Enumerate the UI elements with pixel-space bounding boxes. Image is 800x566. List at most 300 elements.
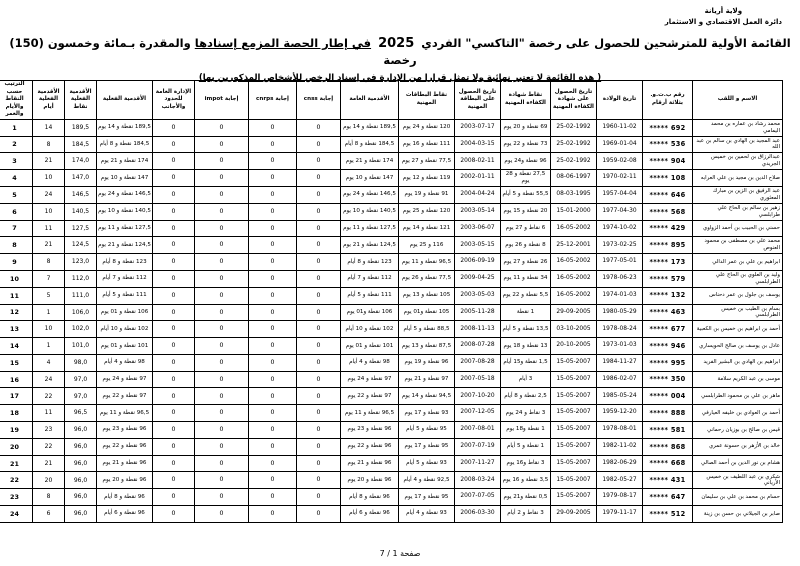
cell-general_seniority: 174 نقطة و 21 يوم — [341, 153, 399, 170]
cell-card_date: 2002-01-11 — [455, 170, 501, 187]
cell-card_points: 111 نقطة و 16 يوم — [399, 136, 455, 153]
table-container — [4, 80, 783, 523]
cell-rank: 22 — [0, 472, 33, 489]
cell-rank: 19 — [0, 422, 33, 439]
cell-rank: 5 — [0, 186, 33, 203]
cell-border_admin: 0 — [153, 472, 195, 489]
cell-card_points: 95 نقطة و 17 يوم — [399, 489, 455, 506]
cell-card_points: 93 نقطة و 5 أيام — [399, 455, 455, 472]
cell-card_date: 2008-03-24 — [455, 472, 501, 489]
cell-id: ***** 677 — [643, 321, 693, 338]
cell-dob: 1986-02-07 — [597, 371, 643, 388]
cell-dob: 1982-05-27 — [597, 472, 643, 489]
cell-dob: 1974-10-02 — [597, 220, 643, 237]
cell-name: عبدالرزاق بن لحمين بن خميس الجريدي — [693, 153, 783, 170]
table-row — [0, 136, 783, 153]
cell-cert_points: 1,5 نقطة و15 أيام — [501, 354, 551, 371]
cell-name: ماهر بن علي بن محمود الطرابلسي — [693, 388, 783, 405]
title-start: القائمة الأولية للمترشحين للحصول على رخصة "التاكسي" الفردي — [421, 36, 791, 50]
cell-card_points: 94,5 نقطة و 14 يوم — [399, 388, 455, 405]
cell-id: ***** 895 — [643, 237, 693, 254]
column-header-cnss: إجابة cnss — [297, 81, 341, 120]
cell-seniority_days: 5 — [33, 287, 65, 304]
cell-impot: 0 — [195, 153, 249, 170]
cell-general_seniority: 189,5 نقطة و 14 يوم — [341, 119, 399, 136]
cell-cert_date: 15-05-2007 — [551, 438, 597, 455]
cell-cert_date: 29-09-2005 — [551, 304, 597, 321]
cell-card_points: 95 نقطة و 17 يوم — [399, 438, 455, 455]
table-row — [0, 287, 783, 304]
cell-general_seniority: 96 نقطة و 20 يوم — [341, 472, 399, 489]
cell-impot: 0 — [195, 170, 249, 187]
cell-seniority_days: 21 — [33, 237, 65, 254]
cell-card_date: 2007-08-28 — [455, 354, 501, 371]
cell-impot: 0 — [195, 237, 249, 254]
cell-card_date: 2003-06-07 — [455, 220, 501, 237]
cell-rank: 14 — [0, 338, 33, 355]
cell-actual_seniority: 189,5 نقطة و 14 يوم — [97, 119, 153, 136]
cell-cnrps: 0 — [249, 489, 297, 506]
cell-actual_seniority: 184,5 نقطة و 8 أيام — [97, 136, 153, 153]
cell-seniority_days: 8 — [33, 136, 65, 153]
cell-card_points: 105 نقطة و01 يوم — [399, 304, 455, 321]
column-header-border_admin: الإدارة العامة للحدود والأجانب — [153, 81, 195, 120]
cell-card_points: 92,5 نقطة و 4 أيام — [399, 472, 455, 489]
cell-id: ***** 646 — [643, 186, 693, 203]
cell-seniority_days: 8 — [33, 489, 65, 506]
cell-id: ***** 579 — [643, 270, 693, 287]
cell-card_date: 2003-05-14 — [455, 203, 501, 220]
cell-cert_points: 0,5 نقطة و21 يوم — [501, 489, 551, 506]
cell-cert_date: 15-05-2007 — [551, 371, 597, 388]
cell-general_seniority: 96 نقطة و 23 يوم — [341, 422, 399, 439]
cell-id: ***** 668 — [643, 455, 693, 472]
cell-impot: 0 — [195, 489, 249, 506]
table-row — [0, 472, 783, 489]
cell-border_admin: 0 — [153, 354, 195, 371]
title-end: والمقدرة بـمائة وخمسون (150) رخصة — [9, 36, 417, 67]
table-row — [0, 153, 783, 170]
cell-cnrps: 0 — [249, 287, 297, 304]
org-line-wilaya: ولاية أريانة — [704, 7, 743, 15]
cell-id: ***** 946 — [643, 338, 693, 355]
cell-card_date: 2009-04-25 — [455, 270, 501, 287]
cell-border_admin: 0 — [153, 254, 195, 271]
cell-card_date: 2006-03-30 — [455, 506, 501, 523]
cell-actual_seniority: 140,5 نقطة و 10 يوم — [97, 203, 153, 220]
cell-cnss: 0 — [297, 506, 341, 523]
table-row — [0, 506, 783, 523]
cell-rank: 15 — [0, 354, 33, 371]
cell-seniority_points: 106,0 — [65, 304, 97, 321]
cell-name: هشام بن نور الدين بن أحمد الصالي — [693, 455, 783, 472]
org-header — [665, 6, 782, 27]
cell-dob: 1970-02-11 — [597, 170, 643, 187]
candidates-table — [0, 80, 783, 523]
cell-cert_date: 03-10-2005 — [551, 321, 597, 338]
cell-cert_points: 55,5 نقطة و 5 أيام — [501, 186, 551, 203]
cell-cnrps: 0 — [249, 472, 297, 489]
cell-cert_points: 96 نقطة و24 يوم — [501, 153, 551, 170]
cell-cnrps: 0 — [249, 270, 297, 287]
cell-card_points: 105 نقطة و 13 يوم — [399, 287, 455, 304]
cell-impot: 0 — [195, 270, 249, 287]
cell-name: صابر بن الجيلاني بن حسن بن زينة — [693, 506, 783, 523]
cell-rank: 10 — [0, 270, 33, 287]
cell-card_date: 2003-05-03 — [455, 287, 501, 304]
cell-cert_date: 15-05-2007 — [551, 422, 597, 439]
cell-rank: 11 — [0, 287, 33, 304]
cell-seniority_points: 96,0 — [65, 506, 97, 523]
cell-dob: 1980-05-29 — [597, 304, 643, 321]
cell-cert_points: 1 نقطة و18 يوم — [501, 422, 551, 439]
cell-cnrps: 0 — [249, 170, 297, 187]
cell-actual_seniority: 96 نقطة و 23 يوم — [97, 422, 153, 439]
cell-seniority_days: 10 — [33, 170, 65, 187]
cell-card_points: 120 نقطة و 25 يوم — [399, 203, 455, 220]
cell-seniority_points: 127,5 — [65, 220, 97, 237]
table-row — [0, 203, 783, 220]
cell-rank: 16 — [0, 371, 33, 388]
table-row — [0, 119, 783, 136]
cell-card_date: 2007-12-05 — [455, 405, 501, 422]
cell-impot: 0 — [195, 455, 249, 472]
column-header-actual_seniority: الأقدمية الفعلية — [97, 81, 153, 120]
cell-border_admin: 0 — [153, 119, 195, 136]
column-header-dob: تاريخ الولادة — [597, 81, 643, 120]
cell-general_seniority: 147 نقطة و 10 يوم — [341, 170, 399, 187]
cell-seniority_points: 97,0 — [65, 371, 97, 388]
cell-cnss: 0 — [297, 237, 341, 254]
cell-seniority_points: 96,0 — [65, 438, 97, 455]
cell-seniority_points: 124,5 — [65, 237, 97, 254]
cell-general_seniority: 102 نقطة و 10 أيام — [341, 321, 399, 338]
cell-cnss: 0 — [297, 287, 341, 304]
cell-name: قيس بن صالح بن بوزيان رحماني — [693, 422, 783, 439]
cell-card_date: 2003-05-15 — [455, 237, 501, 254]
cell-card_points: 116 و 25 يوم — [399, 237, 455, 254]
cell-general_seniority: 96 نقطة و 21 يوم — [341, 455, 399, 472]
cell-cert_points: 3,5 نقطة و 16 يوم — [501, 472, 551, 489]
column-header-card_points: نقاط البطاقات المهنية — [399, 81, 455, 120]
cell-dob: 1978-06-23 — [597, 270, 643, 287]
cell-cert_date: 25-02-1992 — [551, 119, 597, 136]
table-row — [0, 254, 783, 271]
cell-rank: 6 — [0, 203, 33, 220]
cell-cnss: 0 — [297, 170, 341, 187]
cell-seniority_points: 96,0 — [65, 422, 97, 439]
cell-cert_date: 08-03-1995 — [551, 186, 597, 203]
cell-dob: 1984-11-27 — [597, 354, 643, 371]
cell-actual_seniority: 112 نقطة و 7 أيام — [97, 270, 153, 287]
cell-rank: 21 — [0, 455, 33, 472]
cell-dob: 1959-12-20 — [597, 405, 643, 422]
cell-general_seniority: 97 نقطة و 22 يوم — [341, 388, 399, 405]
cell-name: خالد بن الأزهر بن حسونة عمري — [693, 438, 783, 455]
cell-impot: 0 — [195, 186, 249, 203]
cell-name: وليد بن العلوي بن الحاج علي الطرابلسي — [693, 270, 783, 287]
cell-id: ***** 647 — [643, 489, 693, 506]
cell-dob: 1982-11-02 — [597, 438, 643, 455]
cell-cnss: 0 — [297, 220, 341, 237]
cell-seniority_points: 96,0 — [65, 489, 97, 506]
cell-actual_seniority: 146,5 نقطة و 24 يوم — [97, 186, 153, 203]
cell-dob: 1977-05-01 — [597, 254, 643, 271]
column-header-cnrps: إجابة cnrps — [249, 81, 297, 120]
cell-impot: 0 — [195, 422, 249, 439]
cell-cert_points: 27,5 نقطة و 28 يوم — [501, 170, 551, 187]
cell-general_seniority: 106 نقطة و01 يوم — [341, 304, 399, 321]
cell-cert_points: 73 نقطة و 22 يوم — [501, 136, 551, 153]
cell-cnrps: 0 — [249, 405, 297, 422]
cell-seniority_points: 112,0 — [65, 270, 97, 287]
cell-cnss: 0 — [297, 388, 341, 405]
cell-cert_points: 5,5 نقطة و 22 يوم — [501, 287, 551, 304]
cell-border_admin: 0 — [153, 136, 195, 153]
cell-general_seniority: 124,5 نقطة و 21 يوم — [341, 237, 399, 254]
cell-actual_seniority: 106 نقطة و 01 يوم — [97, 304, 153, 321]
cell-cert_date: 16-05-2002 — [551, 220, 597, 237]
column-header-rank: الترتيب حسب النقاط والأيام والعمر — [0, 81, 33, 120]
cell-name: ابراهيم بن علي بن عمر الدالي — [693, 254, 783, 271]
cell-cert_points: 34 نقطة و 11 يوم — [501, 270, 551, 287]
cell-cnss: 0 — [297, 354, 341, 371]
cell-cnrps: 0 — [249, 338, 297, 355]
cell-id: ***** 431 — [643, 472, 693, 489]
cell-id: ***** 888 — [643, 405, 693, 422]
cell-card_date: 2006-09-19 — [455, 254, 501, 271]
cell-seniority_days: 10 — [33, 321, 65, 338]
cell-cert_points: 1 نقطة و 5 أيام — [501, 438, 551, 455]
cell-border_admin: 0 — [153, 321, 195, 338]
cell-seniority_days: 11 — [33, 220, 65, 237]
cell-seniority_points: 96,0 — [65, 455, 97, 472]
cell-impot: 0 — [195, 220, 249, 237]
cell-name: موسى بن عبد الكريم سلامة — [693, 371, 783, 388]
cell-cnrps: 0 — [249, 153, 297, 170]
cell-general_seniority: 140,5 نقطة و 10 يوم — [341, 203, 399, 220]
cell-cnss: 0 — [297, 254, 341, 271]
cell-rank: 23 — [0, 489, 33, 506]
cell-seniority_days: 24 — [33, 186, 65, 203]
cell-cnss: 0 — [297, 338, 341, 355]
cell-rank: 1 — [0, 119, 33, 136]
cell-cnss: 0 — [297, 270, 341, 287]
cell-seniority_points: 111,0 — [65, 287, 97, 304]
cell-cert_date: 08-06-1997 — [551, 170, 597, 187]
cell-id: ***** 868 — [643, 438, 693, 455]
cell-cert_date: 25-02-1992 — [551, 153, 597, 170]
cell-actual_seniority: 124,5 نقطة و 21 يوم — [97, 237, 153, 254]
cell-actual_seniority: 147 نقطة و 10 يوم — [97, 170, 153, 187]
cell-dob: 1978-08-01 — [597, 422, 643, 439]
cell-impot: 0 — [195, 388, 249, 405]
cell-border_admin: 0 — [153, 371, 195, 388]
cell-rank: 18 — [0, 405, 33, 422]
cell-card_points: 95 نقطة و 5 أيام — [399, 422, 455, 439]
cell-cert_points: 69 نقطة و 20 يوم — [501, 119, 551, 136]
cell-impot: 0 — [195, 287, 249, 304]
cell-general_seniority: 127,5 نقطة و 11 يوم — [341, 220, 399, 237]
cell-cnrps: 0 — [249, 119, 297, 136]
table-row — [0, 170, 783, 187]
column-header-impot: إجابة impot — [195, 81, 249, 120]
cell-card_points: 96,5 نقطة و 11 يوم — [399, 254, 455, 271]
cell-cert_date: 15-05-2007 — [551, 388, 597, 405]
cell-card_points: 93 نقطة و 17 يوم — [399, 405, 455, 422]
cell-rank: 2 — [0, 136, 33, 153]
cell-impot: 0 — [195, 506, 249, 523]
cell-cnss: 0 — [297, 203, 341, 220]
cell-general_seniority: 96 نقطة و 6 أيام — [341, 506, 399, 523]
cell-rank: 4 — [0, 170, 33, 187]
cell-card_points: 77,5 نقطة و 27 يوم — [399, 153, 455, 170]
cell-dob: 1973-02-25 — [597, 237, 643, 254]
cell-dob: 1977-04-30 — [597, 203, 643, 220]
cell-card_date: 2007-10-20 — [455, 388, 501, 405]
cell-rank: 24 — [0, 506, 33, 523]
cell-impot: 0 — [195, 438, 249, 455]
cell-actual_seniority: 96 نقطة و 6 أيام — [97, 506, 153, 523]
cell-seniority_points: 97,0 — [65, 388, 97, 405]
cell-seniority_days: 23 — [33, 422, 65, 439]
cell-cnss: 0 — [297, 405, 341, 422]
cell-id: ***** 904 — [643, 153, 693, 170]
column-header-seniority_points: الأقدمية الفعلية نقاط — [65, 81, 97, 120]
table-row — [0, 321, 783, 338]
cell-id: ***** 692 — [643, 119, 693, 136]
cell-seniority_days: 24 — [33, 371, 65, 388]
cell-id: ***** 463 — [643, 304, 693, 321]
cell-cnss: 0 — [297, 455, 341, 472]
cell-cnss: 0 — [297, 119, 341, 136]
cell-name: ابراهيم بن الهادي بن البشير الفريد — [693, 354, 783, 371]
cell-border_admin: 0 — [153, 405, 195, 422]
cell-cnss: 0 — [297, 438, 341, 455]
cell-border_admin: 0 — [153, 422, 195, 439]
cell-cnrps: 0 — [249, 203, 297, 220]
cell-cnrps: 0 — [249, 186, 297, 203]
cell-cert_points: 6 نقاط و 27 يوم — [501, 220, 551, 237]
cell-seniority_days: 21 — [33, 455, 65, 472]
cell-name: حسني بن الحبيب بن أحمد الزواوي — [693, 220, 783, 237]
cell-seniority_points: 174,0 — [65, 153, 97, 170]
table-row — [0, 371, 783, 388]
cell-card_date: 2003-07-17 — [455, 119, 501, 136]
cell-seniority_points: 101,0 — [65, 338, 97, 355]
cell-impot: 0 — [195, 119, 249, 136]
cell-cnrps: 0 — [249, 136, 297, 153]
cell-cert_points: 1 نقطة — [501, 304, 551, 321]
cell-cnss: 0 — [297, 472, 341, 489]
cell-id: ***** 004 — [643, 388, 693, 405]
cell-cert_points: 3 نقاط و16 يوم — [501, 455, 551, 472]
cell-seniority_points: 146,5 — [65, 186, 97, 203]
cell-cert_points: 8 نقطة و 26 يوم — [501, 237, 551, 254]
table-row — [0, 405, 783, 422]
title-year: 2025 — [378, 36, 415, 51]
cell-cert_date: 15-05-2007 — [551, 489, 597, 506]
title-block — [0, 36, 800, 83]
cell-general_seniority: 98 نقطة و 4 أيام — [341, 354, 399, 371]
cell-cert_points: 13 نقطة و 18 يوم — [501, 338, 551, 355]
cell-general_seniority: 96 نقطة و 22 يوم — [341, 438, 399, 455]
cell-rank: 3 — [0, 153, 33, 170]
column-header-general_seniority: الأقدمية العامة — [341, 81, 399, 120]
cell-border_admin: 0 — [153, 153, 195, 170]
cell-name: عبد المجيد بن الهادي بن سالم بن عبد الله — [693, 136, 783, 153]
cell-cert_date: 20-10-2005 — [551, 338, 597, 355]
cell-general_seniority: 101 نقطة و 01 يوم — [341, 338, 399, 355]
cell-name: محمد رشاد بن عماره بن محمد اليمامي — [693, 119, 783, 136]
cell-general_seniority: 111 نقطة و 5 أيام — [341, 287, 399, 304]
cell-seniority_days: 22 — [33, 388, 65, 405]
cell-actual_seniority: 96 نقطة و 22 يوم — [97, 438, 153, 455]
cell-actual_seniority: 97 نقطة و 22 يوم — [97, 388, 153, 405]
cell-cert_points: 26 نقطة و 27 يوم — [501, 254, 551, 271]
cell-rank: 13 — [0, 321, 33, 338]
cell-cnss: 0 — [297, 186, 341, 203]
cell-card_date: 2004-03-15 — [455, 136, 501, 153]
cell-border_admin: 0 — [153, 270, 195, 287]
cell-card_date: 2007-07-19 — [455, 438, 501, 455]
cell-cnss: 0 — [297, 321, 341, 338]
cell-cert_points: 13,5 نقطة و 5 أيام — [501, 321, 551, 338]
cell-card_points: 88,5 نقطة و 5 أيام — [399, 321, 455, 338]
cell-dob: 1978-08-24 — [597, 321, 643, 338]
table-row — [0, 338, 783, 355]
table-row — [0, 455, 783, 472]
table-row — [0, 354, 783, 371]
cell-dob: 1959-02-08 — [597, 153, 643, 170]
cell-cert_date: 15-05-2007 — [551, 455, 597, 472]
cell-id: ***** 108 — [643, 170, 693, 187]
cell-name: يوسف بن جلول بن عمر دحناس — [693, 287, 783, 304]
cell-rank: 9 — [0, 254, 33, 271]
cell-seniority_days: 10 — [33, 203, 65, 220]
cell-impot: 0 — [195, 472, 249, 489]
cell-cnrps: 0 — [249, 438, 297, 455]
cell-seniority_days: 8 — [33, 254, 65, 271]
cell-actual_seniority: 123 نقطة و 8 أيام — [97, 254, 153, 271]
cell-cert_points: 3 أيام — [501, 371, 551, 388]
cell-cert_date: 16-05-2002 — [551, 270, 597, 287]
cell-seniority_days: 1 — [33, 338, 65, 355]
table-row — [0, 270, 783, 287]
cell-cert_date: 15-05-2007 — [551, 354, 597, 371]
cell-border_admin: 0 — [153, 170, 195, 187]
cell-id: ***** 581 — [643, 422, 693, 439]
cell-cnrps: 0 — [249, 388, 297, 405]
cell-card_date: 2005-11-28 — [455, 304, 501, 321]
column-header-card_date: تاريخ الحصول على البطاقة المهنية — [455, 81, 501, 120]
cell-name: حسام بن محمد بن علي بن سليمان — [693, 489, 783, 506]
cell-actual_seniority: 96,5 نقطة و 11 يوم — [97, 405, 153, 422]
cell-card_points: 91 نقطة و 19 يوم — [399, 186, 455, 203]
cell-general_seniority: 112 نقطة و 7 أيام — [341, 270, 399, 287]
cell-border_admin: 0 — [153, 237, 195, 254]
cell-seniority_days: 6 — [33, 506, 65, 523]
cell-cert_points: 20 نقطة و 15 يوم — [501, 203, 551, 220]
cell-cnrps: 0 — [249, 371, 297, 388]
cell-actual_seniority: 98 نقطة و 4 أيام — [97, 354, 153, 371]
cell-cert_points: 3 نقاط و 2 أيام — [501, 506, 551, 523]
cell-cnrps: 0 — [249, 254, 297, 271]
cell-dob: 1960-11-02 — [597, 119, 643, 136]
cell-rank: 12 — [0, 304, 33, 321]
cell-card_date: 2007-08-01 — [455, 422, 501, 439]
cell-cnrps: 0 — [249, 506, 297, 523]
